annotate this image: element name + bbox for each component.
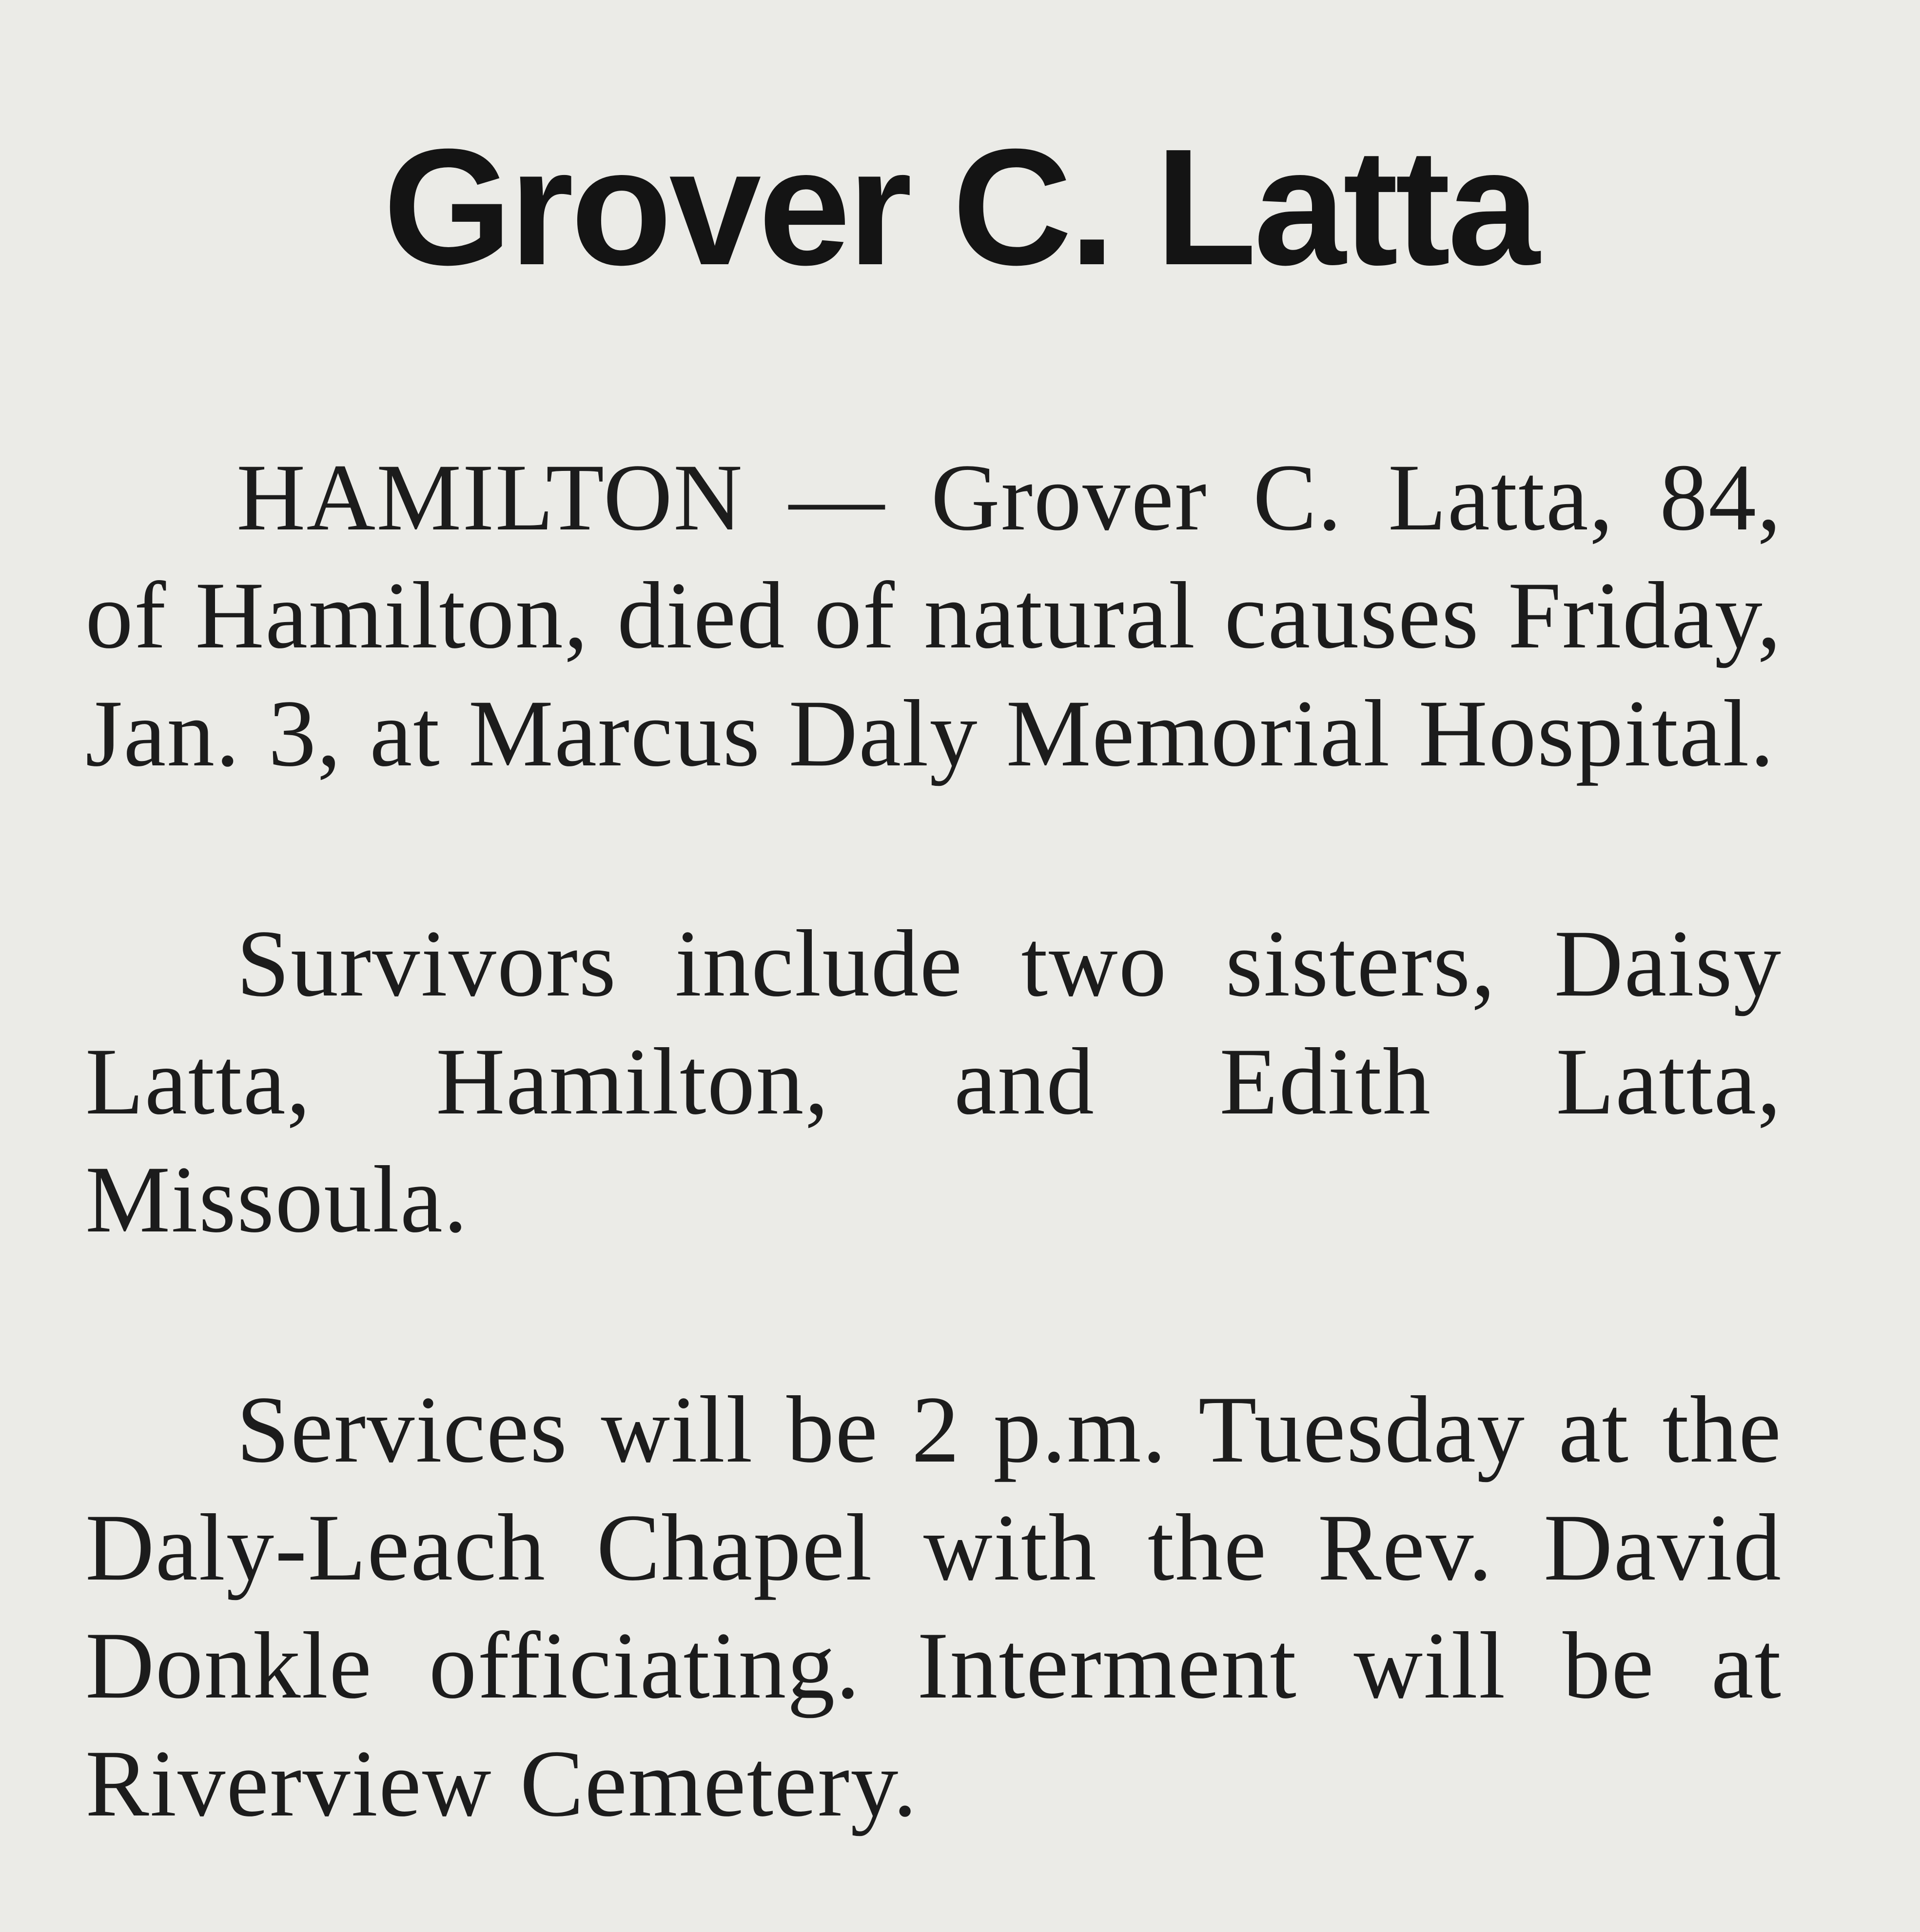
paragraph-survivors: Survivors include two sisters, Daisy Latta, Hamilton, and Edith Latta, Missoula.: [85, 911, 1782, 1252]
paragraph-death-notice: HAMILTON — Grover C. Latta, 84, of Hamilton, died of natural causes Friday, Jan. 3, at Marcus Daly Memorial Hospital.: [85, 445, 1782, 786]
paragraph-services: Services will be 2 p.m. Tuesday at the Daly-Leach Chapel with the Rev. David Donkle officiating. Interment will be at Riverview Cemetery.: [85, 1377, 1782, 1836]
obituary-headline: Grover C. Latta: [383, 115, 1537, 300]
obituary-body: [85, 439, 1782, 1932]
